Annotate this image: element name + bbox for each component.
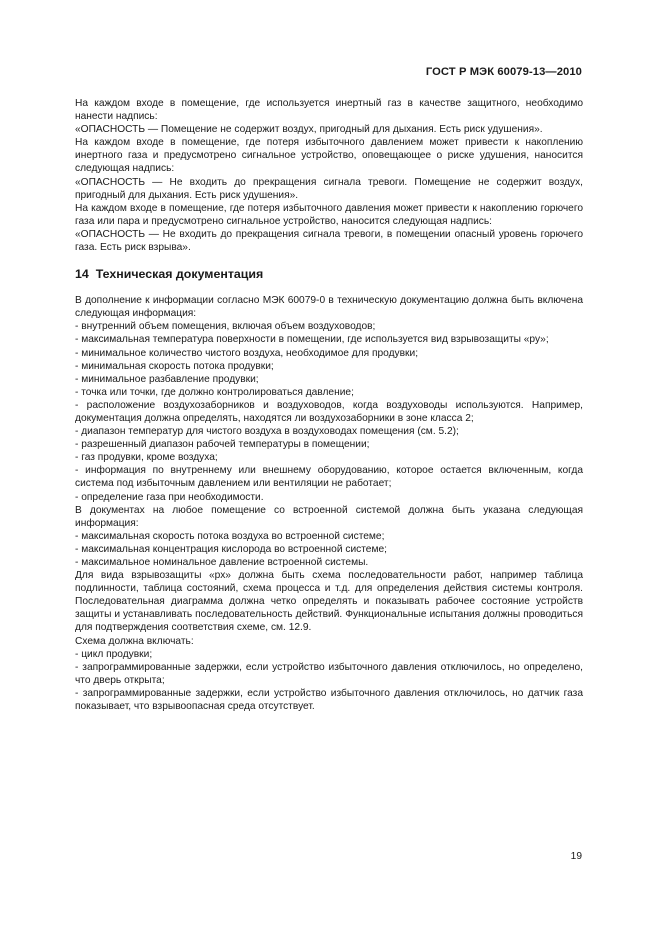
list-item: - внутренний объем помещения, включая объем воздуховодов; (75, 321, 376, 333)
section-heading (75, 267, 583, 282)
list-item: - максимальное номинальное давление встроенной системы. (75, 557, 369, 568)
list-item: - минимальное количество чистого воздуха, необходимое для продувки; (75, 347, 419, 359)
body-paragraph-4: Схема должна включать: (75, 635, 194, 647)
list-item: - максимальная скорость потока воздуха во встроенной системе; (75, 530, 385, 542)
body-paragraph-3: Для вида взрывозащиты «рх» должна быть схема последовательности работ, например таблица подлинности, таблица состояний, схема процесса и т.д. для определения действия системы контроля. Последовательная диаграмма должна четко определять и показывать рабочее состояние устройств защиты и устанавливать последовательность действий. Функциональные испытания должны проводиться для подтверждения соответствия схеме, см. 12.9. (75, 570, 583, 634)
list-item: - информация по внутреннему или внешнему оборудованию, которое остается включенным, когда система под избыточным давлением или вентиляции не работает; (75, 465, 583, 490)
list-item: - разрешенный диапазон рабочей температуры в помещении; (75, 439, 370, 451)
list-item: - максимальная концентрация кислорода во встроенной системе; (75, 543, 387, 555)
list-item: - запрограммированные задержки, если устройство избыточного давления отключилось, но определено, что дверь открыта; (75, 661, 583, 686)
page-number: 19 (570, 851, 582, 862)
list-item: - газ продувки, кроме воздуха; (75, 452, 218, 464)
body-paragraph-2: В документах на любое помещение со встроенной системой должна быть указана следующая информация: (75, 504, 583, 529)
list-item: - расположение воздухозаборников и воздуховодов, когда воздуховоды используются. Например, документация должна определять, находятся ли воздухозаборники в зоне класса 2; (75, 399, 583, 424)
list-item: - определение газа при необходимости. (75, 491, 264, 503)
list-item: - максимальная температура поверхности в помещении, где используется вид взрывозащиты «ру»; (75, 334, 549, 346)
page-content (75, 97, 583, 713)
section-number: 14 (75, 267, 89, 282)
list-item: - точка или точки, где должно контролироваться давление; (75, 386, 354, 398)
list-item: - цикл продувки; (75, 648, 153, 660)
list-item: - минимальная скорость потока продувки; (75, 360, 274, 372)
intro-paragraph-3: На каждом входе в помещение, где потеря избыточного давлением может привести к накоплению инертного газа и предусмотрено сигнальное устройство, оповещающее о риске удушения, наносится следующая надпись: (75, 137, 583, 175)
intro-paragraph-6: «ОПАСНОСТЬ — Не входить до прекращения сигнала тревоги, в помещении опасный уровень горючего газа. Есть риск взрыва». (75, 228, 583, 254)
intro-paragraph-5: На каждом входе в помещение, где потеря избыточного давления может привести к накоплению горючего газа или пара и предусмотрено сигнальное устройство, наносится следующая надпись: (75, 202, 583, 227)
section-title: Техническая документация (95, 267, 264, 282)
list-item: - минимальное разбавление продувки; (75, 373, 259, 385)
standard-code-header: ГОСТ Р МЭК 60079-13—2010 (425, 66, 582, 78)
body-paragraph-1: В дополнение к информации согласно МЭК 60079-0 в техническую документацию должна быть включена следующая информация: (75, 295, 583, 320)
list-item: - диапазон температур для чистого воздуха в воздуховодах помещения (см. 5.2); (75, 426, 459, 438)
intro-paragraph-1: На каждом входе в помещение, где используется инертный газ в качестве защитного, необходимо нанести надпись: (75, 98, 583, 123)
intro-paragraph-2: «ОПАСНОСТЬ — Помещение не содержит воздух, пригодный для дыхания. Есть риск удушения». (75, 124, 543, 136)
list-item: - запрограммированные задержки, если устройство избыточного давления отключилось, но датчик газа показывает, что взрывоопасная среда отсутствует. (75, 687, 583, 713)
intro-paragraph-4: «ОПАСНОСТЬ — Не входить до прекращения сигнала тревоги. Помещение не содержит воздух, пригодный для дыхания. Есть риск удушения». (75, 176, 583, 201)
